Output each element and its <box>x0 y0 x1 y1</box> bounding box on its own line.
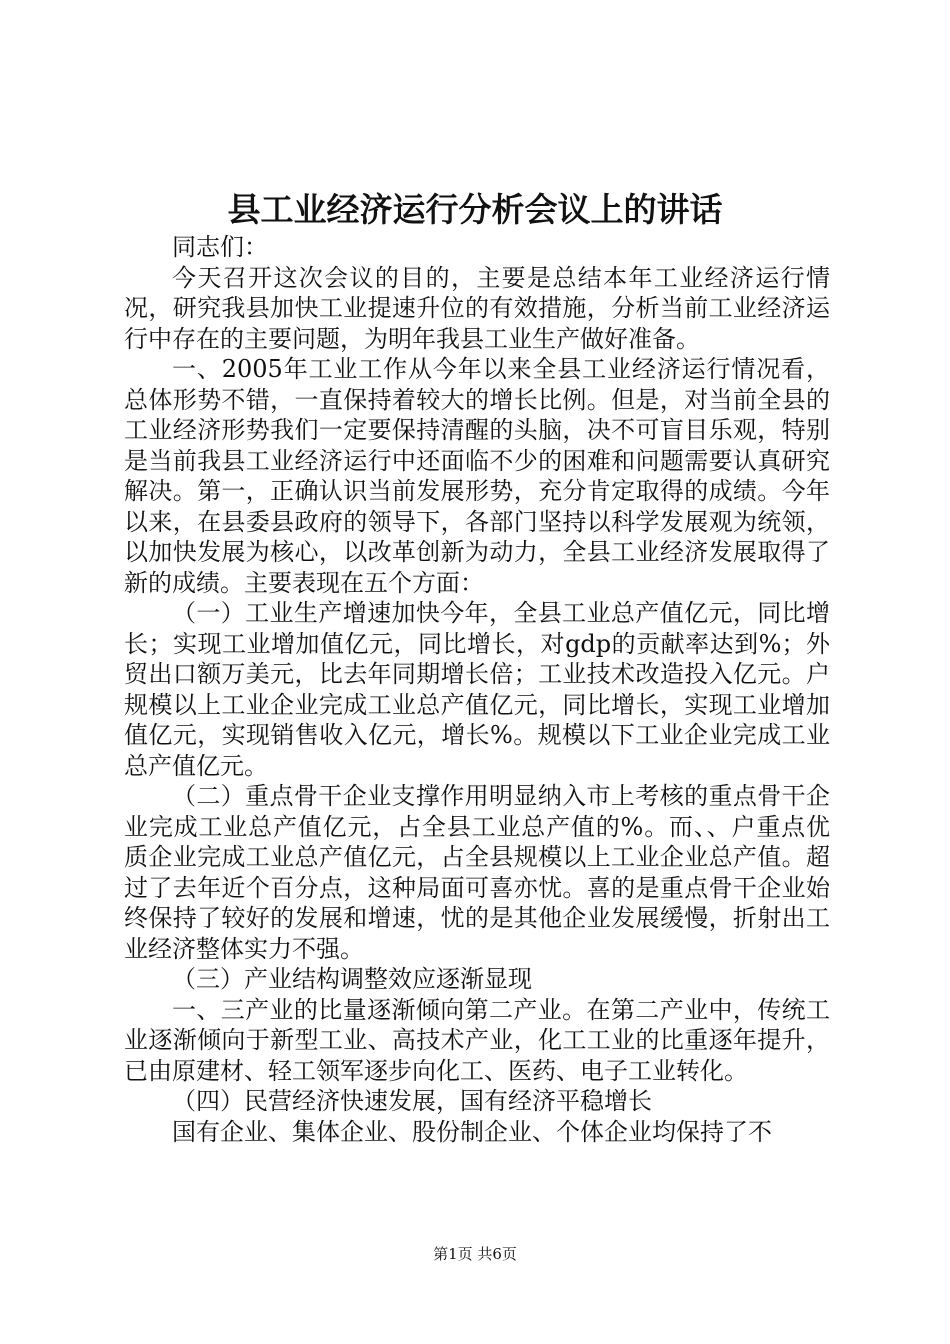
page-footer: 第1页 共6页 <box>433 1245 517 1263</box>
body-paragraph: （一）工业生产增速加快今年，全县工业总产值亿元，同比增长；实现工业增加值亿元，同比增长，对gdp的贡献率达到%；外贸出口额万美元，比去年同期增长倍；工业技术改造投入亿元。户规模以上工业企业完成工业总产值亿元，同比增长，实现工业增加值亿元，实现销售收入亿元，增长%。规模以下工业企业完成工业总产值亿元。 <box>124 599 830 780</box>
body-paragraph: 一、三产业的比量逐渐倾向第二产业。在第二产业中，传统工业逐渐倾向于新型工业、高技术产业，化工工业的比重逐年提升，已由原建材、轻工领军逐步向化工、医药、电子工业转化。 <box>124 995 830 1085</box>
body-paragraph: 一、2005年工业工作从今年以来全县工业经济运行情况看，总体形势不错，一直保持着较大的增长比例。但是，对当前全县的工业经济形势我们一定要保持清醒的头脑，决不可盲目乐观，特别是当前我县工业经济运行中还面临不少的困难和问题需要认真研究解决。第一，正确认识当前发展形势，充分肯定取得的成绩。今年以来，在县委县政府的领导下，各部门坚持以科学发展观为统领，以加快发展为核心，以改革创新为动力，全县工业经济发展取得了新的成绩。主要表现在五个方面： <box>124 355 830 597</box>
salutation-paragraph: 同志们： <box>172 233 268 261</box>
body-paragraph: 国有企业、集体企业、股份制企业、个体企业均保持了不 <box>172 1117 772 1146</box>
body-paragraph: （二）重点骨干企业支撑作用明显纳入市上考核的重点骨干企业完成工业总产值亿元，占全县工业总产值的%。而、、户重点优质企业完成工业总产值亿元，占全县规模以上工业企业总产值。超过了去年近个百分点，这种局面可喜亦忧。喜的是重点骨干企业始终保持了较好的发展和增速，忧的是其他企业发展缓慢，折射出工业经济整体实力不强。 <box>124 782 830 963</box>
document-body <box>124 232 830 1147</box>
document-title: 县工业经济运行分析会议上的讲话 <box>227 190 723 229</box>
section-heading: （三）产业结构调整效应逐渐显现 <box>172 965 532 993</box>
body-paragraph: 今天召开这次会议的目的，主要是总结本年工业经济运行情况，研究我县加快工业提速升位的有效措施，分析当前工业经济运行中存在的主要问题，为明年我县工业生产做好准备。 <box>124 263 830 353</box>
section-heading: （四）民营经济快速发展，国有经济平稳增长 <box>172 1087 652 1115</box>
